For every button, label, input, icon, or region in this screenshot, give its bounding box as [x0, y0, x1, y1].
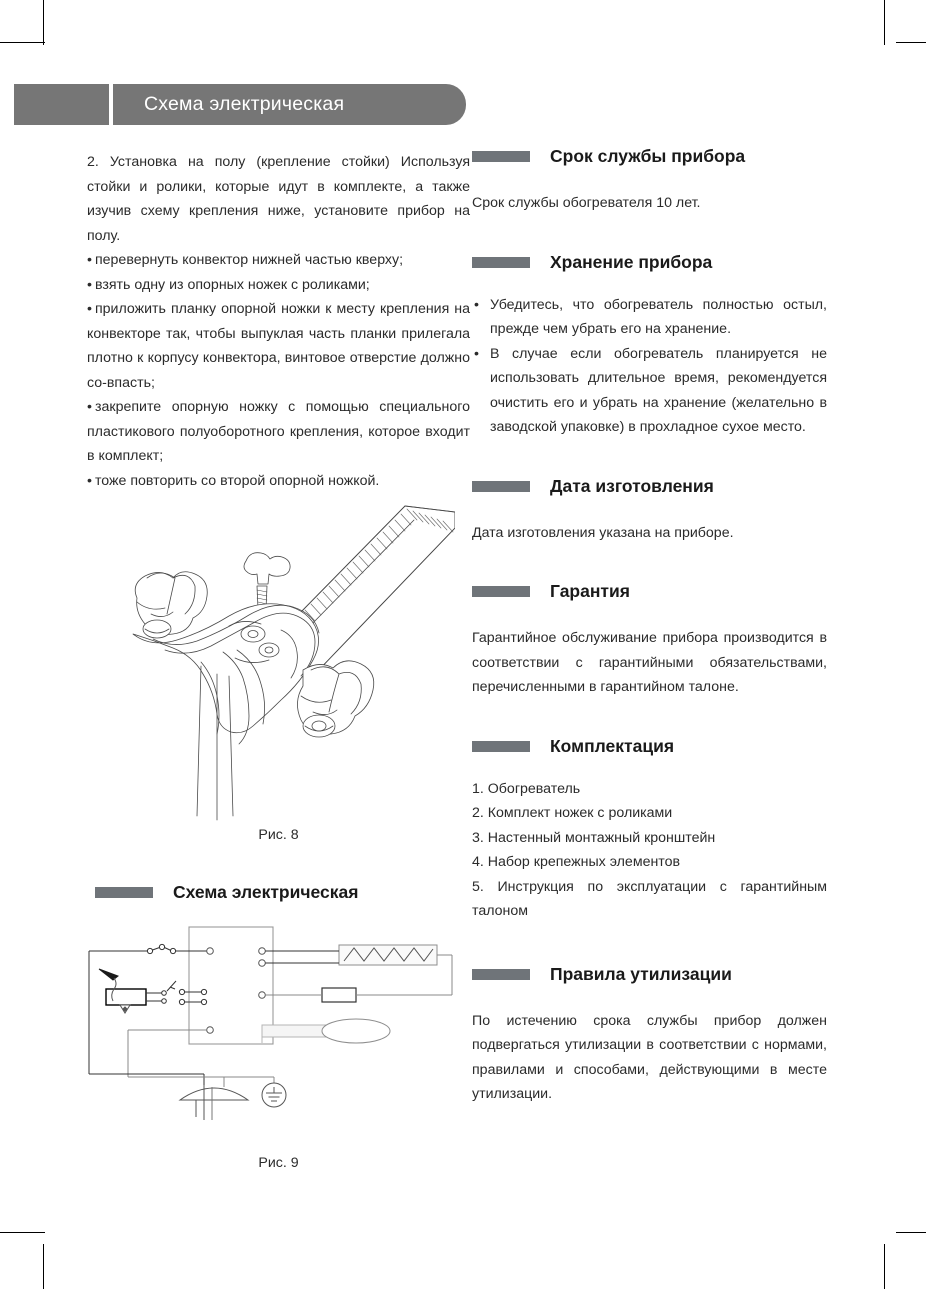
list-item [87, 248, 470, 273]
list-item: 5. Инструкция по эксплуатации с гарантийным талоном [472, 878, 827, 919]
section-heading-storage [472, 252, 827, 273]
section-heading-label: Правила утилизации [550, 963, 732, 984]
heading-marker-bar [472, 969, 530, 980]
intro-paragraph: 2. Установка на полу (крепление стойки) Используя стойки и ролики, которые идут в комплекте, а также изучив схему крепления ниже, установите прибор на полу. [87, 154, 470, 244]
service-life-paragraph: Срок службы обогревателя 10 лет. [472, 195, 701, 211]
crop-mark-bottom-right-vertical [884, 1244, 885, 1289]
figure-9-caption: Рис. 9 [258, 1155, 299, 1171]
crop-mark-top-right-horizontal [896, 42, 926, 43]
section-heading-label: Срок службы прибора [550, 146, 746, 166]
list-item: 2. Комплект ножек с роликами [472, 805, 673, 821]
list-item [87, 395, 470, 469]
heading-marker-bar [472, 481, 530, 492]
list-item-label: взять одну из опорных ножек с роликами; [94, 276, 370, 293]
bullet-icon: • [87, 399, 92, 415]
figure-8-caption: Рис. 8 [258, 827, 299, 843]
crop-mark-bottom-left-horizontal [0, 1232, 45, 1233]
page-header-banner [14, 84, 466, 125]
crop-mark-top-left-vertical [43, 0, 44, 45]
list-item: 4. Набор крепежных элементов [472, 854, 681, 870]
section-heading-label: Комплектация [550, 735, 675, 756]
section-heading-label: Хранение прибора [550, 251, 713, 272]
package-contents-list [472, 777, 827, 924]
section-heading-service-life [472, 146, 827, 167]
figure-9-wiring-schematic [84, 925, 474, 1155]
crop-mark-bottom-left-vertical [43, 1244, 44, 1289]
list-item-label: перевернуть конвектор нижней частью кверху; [94, 252, 404, 268]
crop-mark-top-right-vertical [884, 0, 885, 45]
assembly-steps-list [87, 248, 470, 493]
section-heading-warranty [472, 581, 827, 602]
right-column [472, 146, 827, 1107]
bullet-icon: • [87, 276, 92, 293]
list-item-label: приложить планку опорной ножки к месту крепления на конвекторе так, чтобы выпуклая часть планки прилегала плотно к корпусу конвектора, винтовое отверстие должно со-впасть; [87, 301, 470, 391]
list-item [87, 273, 470, 298]
list-item-label: тоже повторить со второй опорной ножкой. [94, 472, 380, 489]
section-heading-label: Дата изготовления [550, 475, 714, 496]
section-heading-manufacture-date [472, 476, 827, 497]
storage-bullet-list [472, 293, 827, 440]
section-heading-electrical-scheme [95, 882, 358, 903]
heading-marker-bar [95, 887, 153, 898]
crop-mark-bottom-right-horizontal [896, 1232, 926, 1233]
left-column [87, 150, 470, 493]
list-item: 1. Обогреватель [472, 780, 581, 797]
heading-marker-bar [472, 257, 530, 268]
bullet-icon: • [87, 472, 92, 489]
list-item: • В случае если обогреватель планируется не использовать длительное время, рекомендуется очистить его и убрать на хранение (желательно в заводской упаковке) в прохладное сухое место. [472, 342, 827, 440]
section-heading-label: Гарантия [550, 581, 630, 601]
heading-marker-bar [472, 151, 530, 162]
list-item [87, 469, 470, 494]
banner-left-block [14, 84, 109, 125]
disposal-paragraph: По истечению срока службы прибор должен подвергаться утилизации в соответствии с нормами, правилами и способами, действующими в месте утилизации. [472, 1012, 827, 1102]
warranty-paragraph: Гарантийное обслуживание прибора производится в соответствии с гарантийными обязательствами, перечисленными в гарантийном талоне. [472, 630, 827, 695]
section-heading-label: Схема электрическая [173, 882, 359, 902]
crop-mark-top-left-horizontal [0, 42, 45, 43]
heading-marker-bar [472, 586, 530, 597]
bullet-icon: • [87, 301, 92, 317]
list-item [87, 297, 470, 395]
bullet-icon: • [87, 252, 92, 268]
page-title: Схема электрическая [144, 93, 345, 115]
heading-marker-bar [472, 741, 530, 752]
list-item: • Убедитесь, что обогреватель полностью остыл, прежде чем убрать его на хранение. [472, 293, 827, 342]
figure-8-floor-stand-drawing [105, 498, 455, 828]
list-item-label: закрепите опорную ножку с помощью специального пластикового полуоборотного крепления, которое входит в комплект; [87, 399, 470, 464]
manufacture-date-paragraph: Дата изготовления указана на приборе. [472, 524, 734, 541]
list-item: 3. Настенный монтажный кронштейн [472, 829, 716, 846]
section-heading-package-contents [472, 736, 827, 757]
section-heading-disposal-rules [472, 964, 827, 985]
